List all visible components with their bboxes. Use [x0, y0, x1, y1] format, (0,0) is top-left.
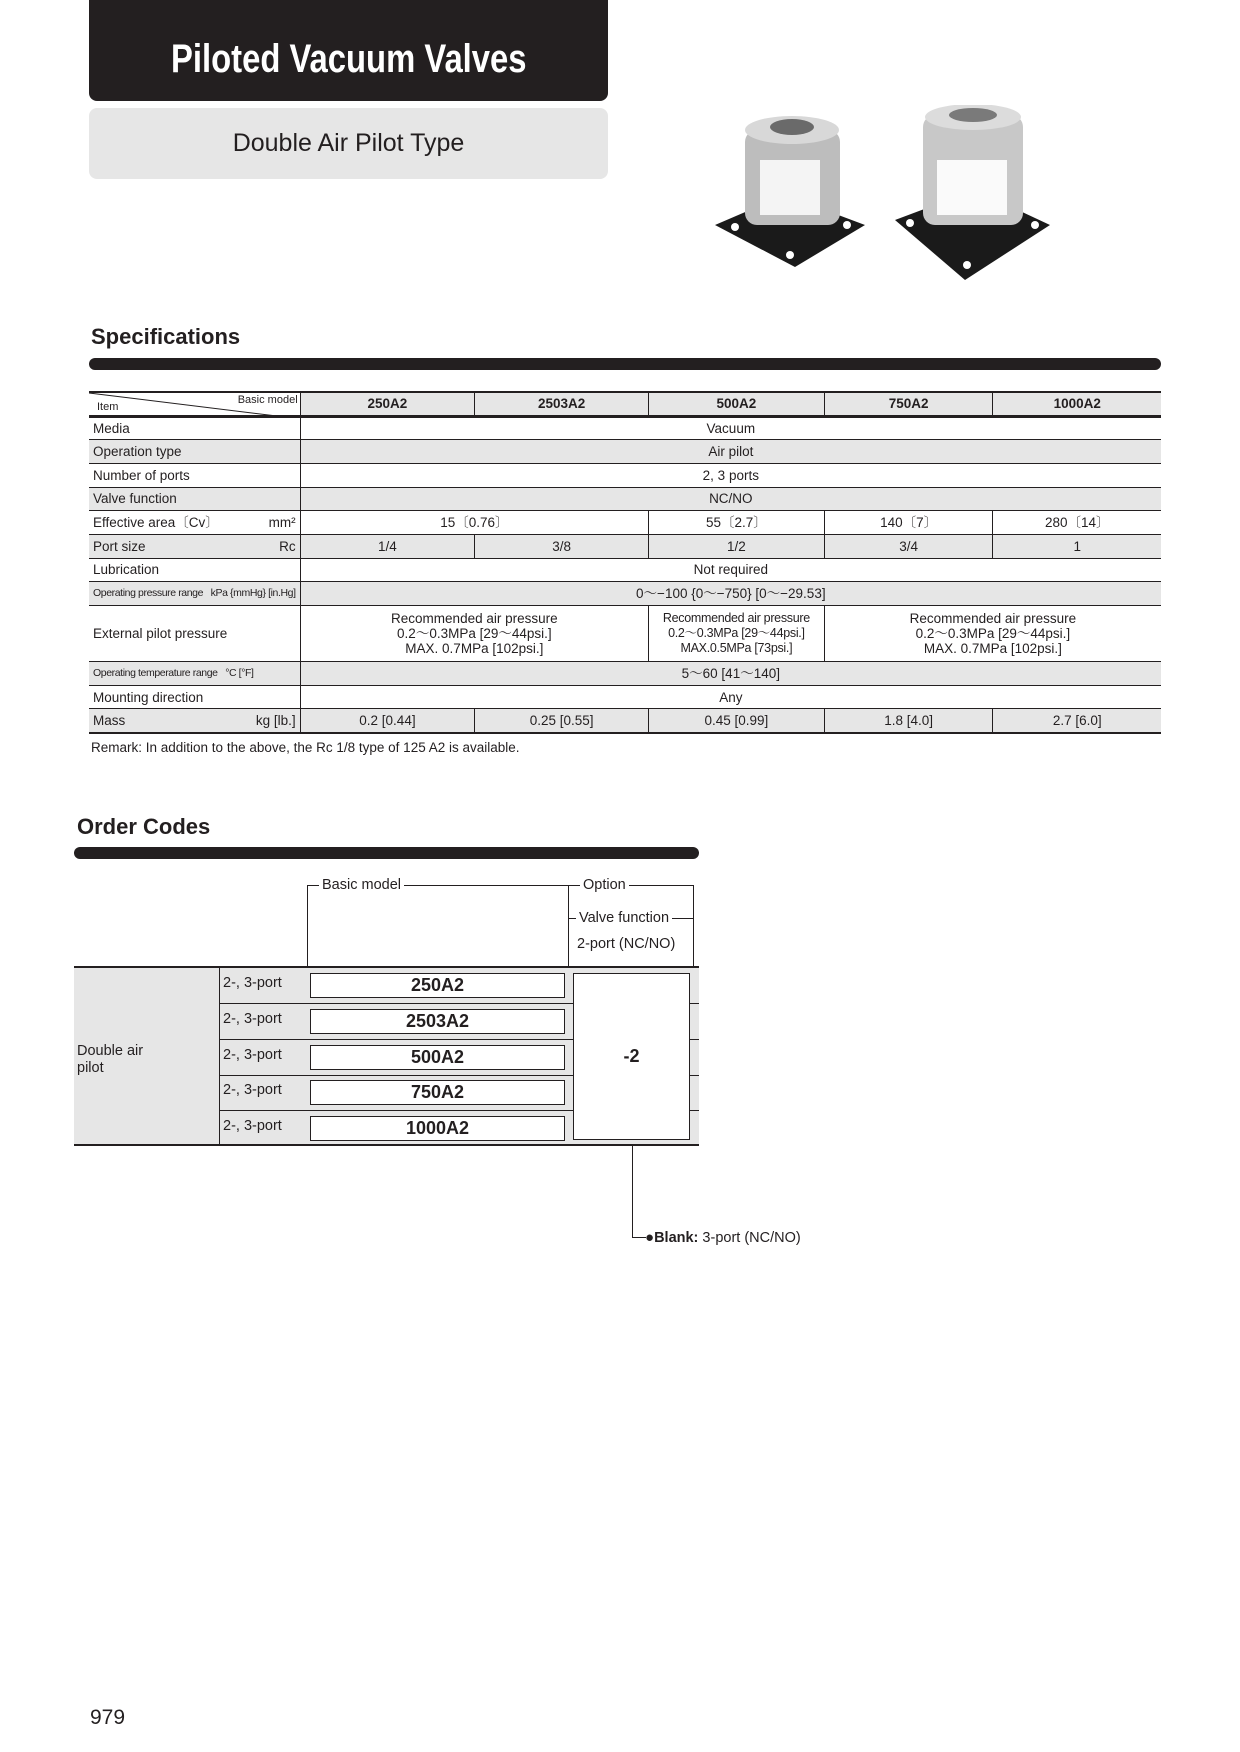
- row-label: [89, 662, 300, 686]
- model-header: 250A2: [300, 392, 475, 416]
- cell: 0〜−100 {0〜−750} [0〜−29.53]: [300, 582, 1161, 606]
- port-label: 2-, 3-port: [223, 1118, 282, 1134]
- model-header: 2503A2: [475, 392, 649, 416]
- bracket-line: [307, 885, 308, 967]
- section-divider: [89, 358, 1161, 370]
- label-text: Operating pressure range: [93, 587, 204, 600]
- row-label: [89, 582, 300, 606]
- row-label: Number of ports: [89, 463, 300, 487]
- cell: 0.25 [0.55]: [475, 709, 649, 733]
- table-row: [89, 606, 1161, 662]
- page-title: [89, 0, 608, 101]
- option-label: Option: [580, 877, 629, 893]
- table-row: [89, 416, 1161, 440]
- valve-small-image: [715, 116, 865, 267]
- leader-line: [632, 1237, 646, 1238]
- bullet-icon: ●: [645, 1229, 655, 1246]
- model-header: 750A2: [824, 392, 993, 416]
- line: 0.2〜0.3MPa [29〜44psi.]: [397, 626, 552, 641]
- model-code-box: 750A2: [310, 1080, 565, 1105]
- corner-cell: [89, 392, 300, 416]
- port-label: 2-, 3-port: [223, 1082, 282, 1098]
- table-row: [89, 440, 1161, 464]
- cell: 3/8: [475, 534, 649, 558]
- line: 0.2〜0.3MPa [29〜44psi.]: [668, 626, 805, 640]
- basic-model-label: Basic model: [319, 877, 404, 893]
- line: 0.2〜0.3MPa [29〜44psi.]: [915, 626, 1071, 641]
- table-row: [89, 558, 1161, 582]
- unit-text: °C [°F]: [225, 666, 254, 679]
- corner-basic-model: Basic model: [237, 394, 298, 406]
- row-label: Lubrication: [89, 558, 300, 582]
- model-code-box: 250A2: [310, 973, 565, 998]
- option-code-box: -2: [573, 973, 690, 1140]
- row-label: Valve function: [89, 487, 300, 511]
- table-row: [89, 662, 1161, 686]
- line: MAX. 0.7MPa [102psi.]: [923, 641, 1062, 656]
- row-label: Operation type: [89, 440, 300, 464]
- line: Recommended air pressure: [662, 611, 810, 625]
- table-row: [89, 709, 1161, 733]
- model-header: 1000A2: [993, 392, 1161, 416]
- port-label: 2-, 3-port: [223, 1011, 282, 1027]
- model-header: 500A2: [649, 392, 825, 416]
- label-text: Effective area〔Cv〕: [93, 515, 219, 531]
- cell: 1.8 [4.0]: [824, 709, 993, 733]
- cell: 1/4: [300, 534, 475, 558]
- specifications-heading: Specifications: [91, 324, 241, 349]
- line: Recommended air pressure: [391, 611, 558, 626]
- row-label: Media: [89, 416, 300, 440]
- product-photo: [705, 105, 1060, 285]
- cell: 140〔7〕: [824, 511, 993, 535]
- table-row: [89, 487, 1161, 511]
- cell: Air pilot: [300, 440, 1161, 464]
- label-text: Port size: [93, 538, 146, 554]
- unit-text: Rc: [279, 538, 296, 554]
- blank-value: 3-port (NC/NO): [702, 1230, 801, 1246]
- leader-line: [632, 1146, 633, 1237]
- order-codes-heading: Order Codes: [77, 814, 211, 839]
- model-code-box: 1000A2: [310, 1116, 565, 1141]
- line: MAX. 0.7MPa [102psi.]: [405, 641, 544, 656]
- cell: 0.45 [0.99]: [649, 709, 825, 733]
- specifications-table: [89, 391, 1161, 734]
- cell: 5〜60 [41〜140]: [300, 662, 1161, 686]
- valve-2port-label: 2-port (NC/NO): [577, 936, 676, 952]
- page-subtitle: Double Air Pilot Type: [89, 108, 608, 179]
- model-code-box: 2503A2: [310, 1009, 565, 1034]
- cell: [300, 606, 648, 662]
- blank-label: Blank:: [654, 1230, 699, 1246]
- table-row: [89, 511, 1161, 535]
- row-label: [89, 511, 300, 535]
- model-code-box: 500A2: [310, 1045, 565, 1070]
- cell: [824, 606, 1161, 662]
- table-row: [89, 582, 1161, 606]
- bracket-line: [568, 885, 569, 967]
- port-label: 2-, 3-port: [223, 1047, 282, 1063]
- cell: NC/NO: [300, 487, 1161, 511]
- label-text: Operating temperature range: [93, 666, 218, 679]
- cell: Any: [300, 685, 1161, 709]
- valve-function-label: Valve function: [576, 910, 672, 926]
- line: Recommended air pressure: [909, 611, 1077, 626]
- valve-large-image: [895, 105, 1050, 280]
- cell: [649, 606, 825, 662]
- bracket-line: [693, 885, 694, 967]
- title-text: Piloted Vacuum Valves: [170, 37, 527, 81]
- cell: 1: [993, 534, 1161, 558]
- table-row: [89, 685, 1161, 709]
- label-text: Mass: [93, 712, 126, 728]
- line: MAX.0.5MPa [73psi.]: [680, 641, 793, 655]
- table-row: [89, 534, 1161, 558]
- unit-text: kg [lb.]: [255, 712, 296, 728]
- page-number: 979: [90, 1706, 126, 1729]
- row-label: [89, 534, 300, 558]
- row-label: [89, 709, 300, 733]
- remark: Remark: In addition to the above, the Rc 1/8 type of 125 A2 is available.: [91, 740, 520, 755]
- column-divider: [219, 968, 220, 1144]
- row-label: External pilot pressure: [89, 606, 300, 662]
- corner-item: Item: [97, 400, 119, 413]
- section-divider: [74, 847, 699, 859]
- row-label: Mounting direction: [89, 685, 300, 709]
- cell: Vacuum: [300, 416, 1161, 440]
- cell: 55〔2.7〕: [649, 511, 825, 535]
- cell: 15〔0.76〕: [300, 511, 648, 535]
- cell: 0.2 [0.44]: [300, 709, 475, 733]
- cell: 1/2: [649, 534, 825, 558]
- cell: 2.7 [6.0]: [993, 709, 1161, 733]
- cell: 3/4: [824, 534, 993, 558]
- port-label: 2-, 3-port: [223, 975, 282, 991]
- cell: 280〔14〕: [993, 511, 1161, 535]
- unit-text: kPa {mmHg} [in.Hg]: [210, 587, 296, 600]
- blank-option-note: [645, 1229, 801, 1246]
- cell: Not required: [300, 558, 1161, 582]
- group-label: Double air pilot: [77, 1043, 144, 1076]
- table-header-row: [89, 392, 1161, 416]
- cell: 2, 3 ports: [300, 463, 1161, 487]
- unit-text: mm²: [268, 515, 296, 531]
- table-row: [89, 463, 1161, 487]
